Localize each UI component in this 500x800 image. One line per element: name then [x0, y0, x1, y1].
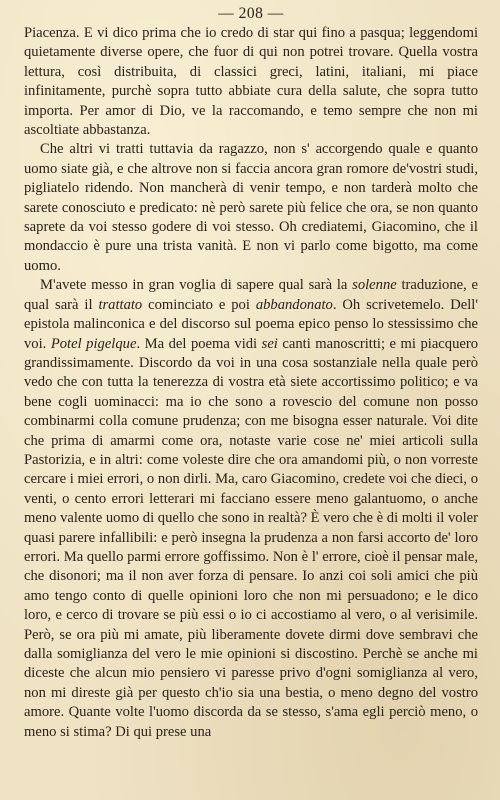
paragraph	[24, 276, 478, 742]
paragraph	[24, 24, 478, 140]
italic-text: sei	[261, 335, 278, 352]
text-run: . Oh scrivetemelo. Dell' epistola malinconica e del discorso sul poema epico penso lo stessissimo che voi.	[24, 296, 478, 352]
text-run: M'avete messo in gran voglia di sapere qual sarà la	[40, 277, 353, 294]
italic-text: trattato	[98, 296, 143, 313]
text-run: Che altri vi tratti tuttavia da ragazzo, non s' accorgendo quale e quanto uomo siate già, e che altrove non si faccia ancora gran romore de'vostri studi, pigliatelo ridendo. Non mancherà di venir tempo, e non tarderà molto che sarete conosciuto e predicato: nè però sarete più felice che ora, se non quanto saprete da voi stesso godere di voi stesso. Oh crediatemi, Giacomino, che il mondaccio è pure una trista vanità. E non vi parlo come bigotto, ma come uomo.	[24, 141, 478, 274]
italic-text: solenne	[352, 277, 397, 294]
text-run: Piacenza. E vi dico prima che io credo di star qui fino a pasqua; leggendomi quietamente diverse opere, che fuor di qui non potrei trovare. Quella vostra lettura, così distribuita, di classici greci, latini, italiani, mi piace infinitamente, purchè sopra tutto abbiate cura della salute, che sopra tutto importa. Per amor di Dio, ve la raccomando, e temo sempre che non mi ascoltiate abbastanza.	[24, 25, 478, 139]
text-run: . Ma del poema vidi	[136, 335, 262, 352]
italic-text: abbandonato	[255, 296, 333, 313]
text-run: canti manoscritti; e mi piacquero grandissimamente. Discordo da voi in una cosa sostanziale nella quale però vedo che con tutta la tenerezza di vostra età siete accortissimo politico; e va bene cogli uominacci: ma io che sono a rovescio del comune non posso combinarmi colla comune prudenza; con me bisogna esser naturale. Voi dite che prima di amarmi come ora, notaste varie cose ne' miei articoli sulla Pastorizia, e in altri: come voleste dire che ora amandomi più, o non vorreste cercare i miei errori, o non dirli. Ma, caro Giacomino, credete voi che dieci, o venti, o cento errori letterari mi facciano essere meno galantuomo, o anche meno valente uomo di quello che sono in realtà? È vero che è di molti il voler quasi parere infallibili: e però insegna la prudenza a non farsi accorto de' loro errori. Ma quello parmi errore goffissimo. Non è l' errore, cioè il pensar male, che disonori; ma il non aver forza di pensare. Io anzi coi soli amici che più amo tengo conto di quelle opinioni loro che non mi persuadono; e le dico loro, e cerco di trovare se più essi o io ci accostiamo al vero, o al verisimile. Però, se ora più mi amate, più liberamente dovete dirmi dove sembravi che dalla somiglianza del vero le mie opinioni si discostino. Perchè se anche mi diceste che alcun mio pensiero vi paresse privo d'ogni somiglianza al vero, non mi direste già per questo ch'io sia una bestia, o meno degno del vostro amore. Quante volte l'uomo discorda da se stesso, s'ama egli perciò meno, o meno si stima? Di qui prese una	[24, 335, 479, 740]
text-run: traduzione, e qual sarà il	[24, 277, 478, 313]
body-text	[24, 24, 478, 742]
text-run: cominciato e poi	[142, 296, 256, 313]
paragraph	[24, 140, 478, 276]
italic-text: Potel pigelque	[50, 335, 137, 352]
page-number: — 208 —	[218, 5, 284, 22]
